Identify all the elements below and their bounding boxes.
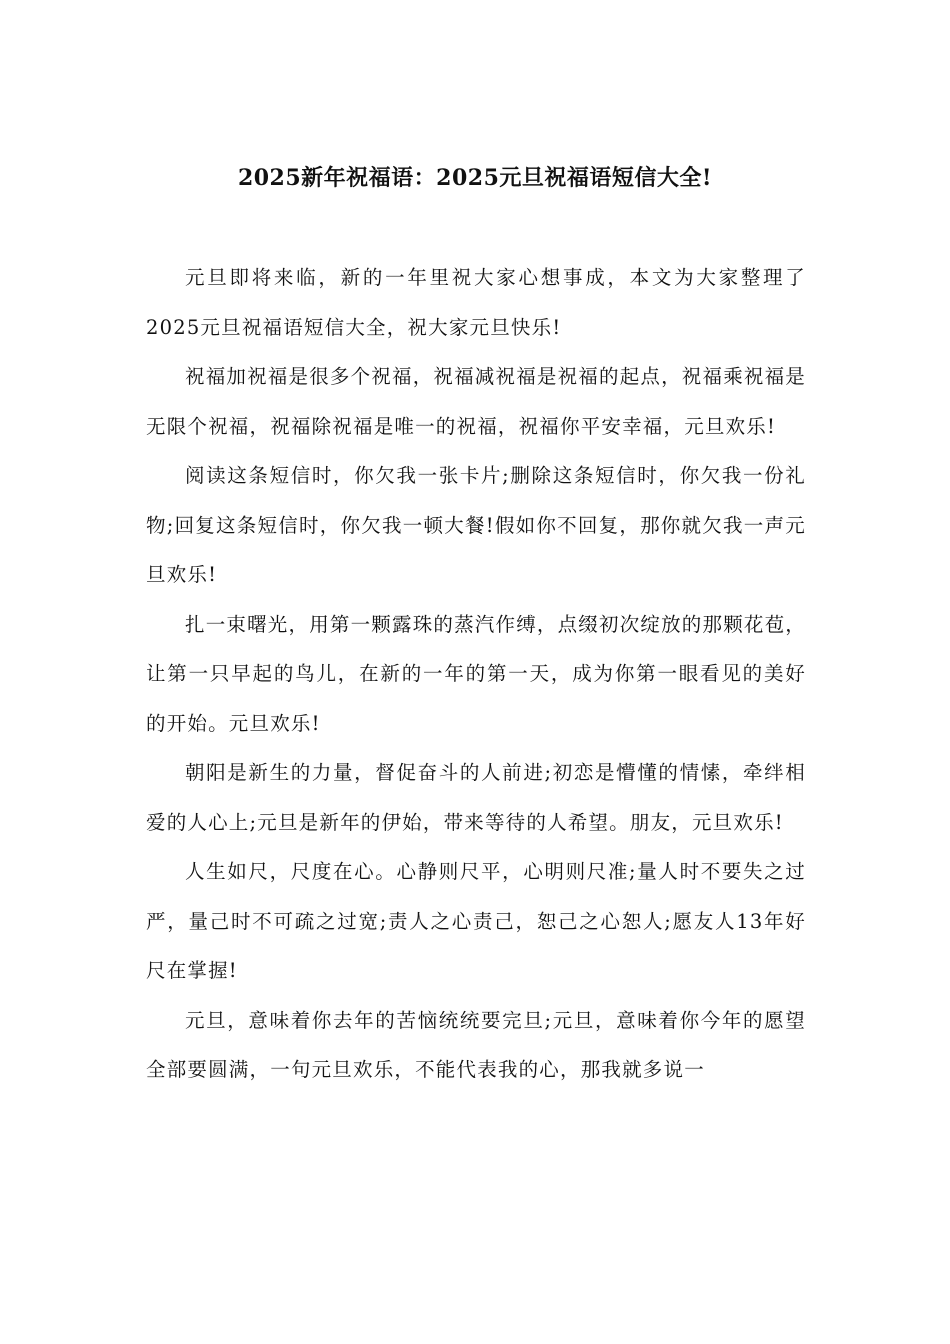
paragraph-dawn: 扎一束曙光，用第一颗露珠的蒸汽作缚，点缀初次绽放的那颗花苞，让第一只早起的鸟儿，在新的一年的第一天，成为你第一眼看见的美好的开始。元旦欢乐!	[146, 612, 807, 735]
paragraph-ruler: 人生如尺，尺度在心。心静则尺平，心明则尺准;量人时不要失之过严，量己时不可疏之过宽;责人之心责己，恕己之心恕人;愿友人13年好尺在掌握!	[146, 860, 806, 982]
paragraph-morning-sun: 朝阳是新生的力量，督促奋斗的人前进;初恋是懵懂的情愫，牵绊相爱的人心上;元旦是新年的伊始，带来等待的人希望。朋友，元旦欢乐!	[146, 761, 806, 834]
document-title: 2025新年祝福语：2025元旦祝福语短信大全!	[237, 165, 713, 191]
paragraph-sms-debt: 阅读这条短信时，你欠我一张卡片;删除这条短信时，你欠我一份礼物;回复这条短信时，你欠我一顿大餐!假如你不回复，那你就欠我一声元旦欢乐!	[146, 464, 806, 586]
paragraph-new-year-meaning: 元旦，意味着你去年的苦恼统统要完旦;元旦，意味着你今年的愿望全部要圆满，一句元旦欢乐，不能代表我的心，那我就多说一	[146, 1008, 806, 1081]
paragraph-intro: 元旦即将来临，新的一年里祝大家心想事成，本文为大家整理了2025元旦祝福语短信大全，祝大家元旦快乐!	[146, 266, 806, 339]
document-body	[146, 253, 806, 1095]
paragraph-blessing-math: 祝福加祝福是很多个祝福，祝福减祝福是祝福的起点，祝福乘祝福是无限个祝福，祝福除祝福是唯一的祝福，祝福你平安幸福，元旦欢乐!	[146, 365, 807, 438]
